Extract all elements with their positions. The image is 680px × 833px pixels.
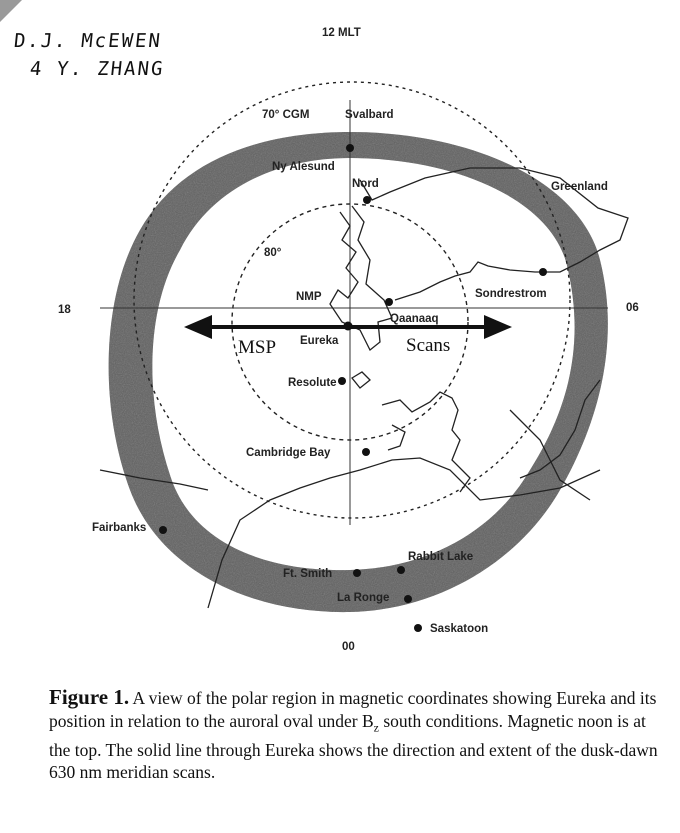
auroral-oval [90,120,630,630]
figure-label: Figure 1. [49,685,130,709]
nmp-label: NMP [296,291,322,303]
station-marker-la-ronge [404,595,412,603]
cgm-70-label: 70° CGM [262,109,310,121]
caption-text-part-1: A view of the polar region in magnetic coordinates showing Eureka and its position in relation to the auroral oval under B [49,688,657,731]
scans-label: Scans [406,335,451,356]
station-label-eureka: Eureka [300,335,339,347]
station-marker-nord [363,196,371,204]
station-label-la-ronge: La Ronge [337,592,390,604]
caption-subscript: z [373,720,379,734]
station-marker-rabbit-lake [397,566,405,574]
station-label-qaanaaq: Qaanaaq [390,313,439,325]
mlt-18-label: 18 [58,304,71,316]
mlt-12-label: 12 MLT [322,27,361,39]
figure-caption [49,686,664,784]
handwritten-author-line-1: D.J. McEWEN [12,30,163,52]
station-label-cambridge-bay: Cambridge Bay [246,447,331,459]
station-label-greenland: Greenland [551,181,608,193]
station-marker-saskatoon [414,624,422,632]
caption-text-part-2: south conditions. Magnetic noon is at the top. The solid line through Eureka shows the direction and extent of the dusk-dawn 630 nm meridian scans. [49,710,658,782]
station-marker-qaanaaq [385,298,393,306]
station-label-svalbard: Svalbard [345,109,394,121]
mlt-00-label: 00 [342,641,355,653]
station-label-ny-alesund: Ny Alesund [272,161,335,173]
msp-label: MSP [238,337,277,358]
station-label-fairbanks: Fairbanks [92,522,147,534]
station-marker-sondrestrom [539,268,547,276]
station-label-sondrestrom: Sondrestrom [475,288,547,300]
station-marker-fairbanks [159,526,167,534]
station-label-saskatoon: Saskatoon [430,623,489,635]
lat-80-label: 80° [264,247,282,259]
mlt-06-label: 06 [626,302,639,314]
station-label-resolute: Resolute [288,377,337,389]
station-marker-svalbard [346,144,354,152]
station-label-nord: Nord [352,178,379,190]
station-marker-cambridge-bay [362,448,370,456]
handwritten-author-line-2: 4 Y. ZHANG [28,58,166,80]
station-marker-resolute [338,377,346,385]
station-label-ft-smith: Ft. Smith [283,568,333,580]
station-label-rabbit-lake: Rabbit Lake [408,551,474,563]
station-marker-ft-smith [353,569,361,577]
